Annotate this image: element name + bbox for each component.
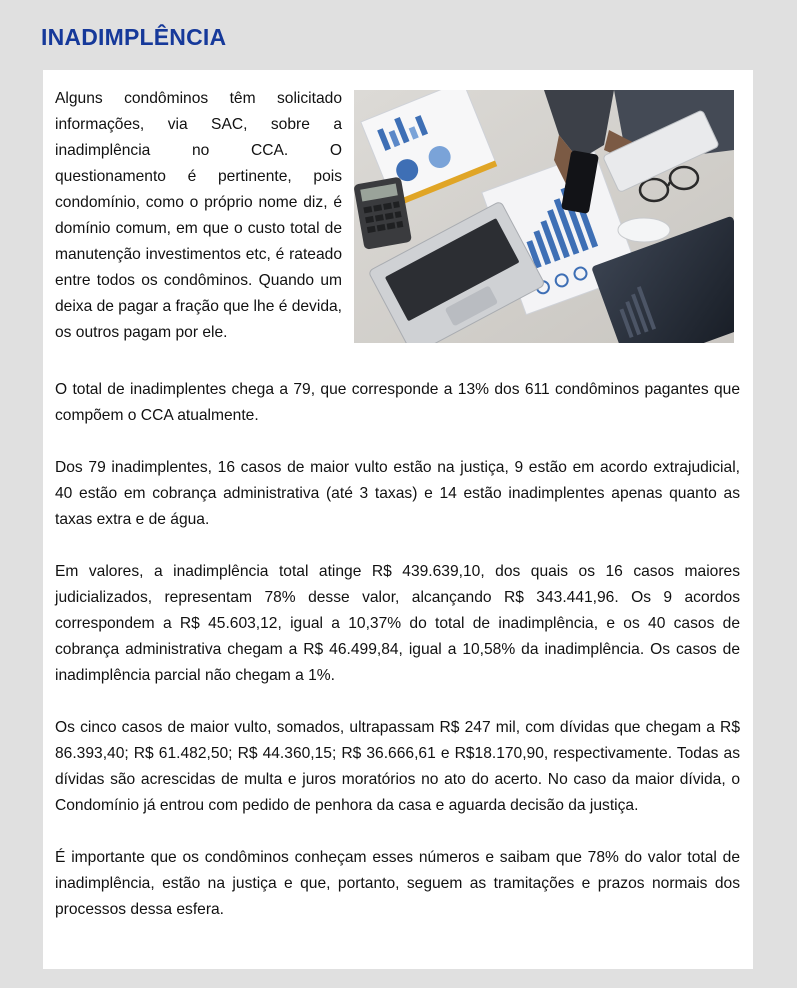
article-intro bbox=[55, 86, 740, 351]
paragraph-1: Alguns condôminos têm solicitado informações, via SAC, sobre a inadimplência no CCA. O questionamento é pertinente, pois condomínio, como o próprio nome diz, é domínio comum, em que o custo total de manutenção investimentos etc, é rateado entre todos os condôminos. Quando um deixa de pagar a fração que lhe é devida, os outros pagam por ele. bbox=[55, 90, 342, 341]
page-title: INADIMPLÊNCIA bbox=[41, 24, 227, 50]
paragraph-6: É importante que os condôminos conheçam esses números e saibam que 78% do valor total de inadimplência, estão na justiça e que, portanto, seguem as tramitações e prazos normais dos processos dessa esfera. bbox=[55, 849, 740, 918]
paragraph-4: Em valores, a inadimplência total atinge R$ 439.639,10, dos quais os 16 casos maiores judicializados, representam 78% desse valor, alcançando R$ 343.441,96. Os 9 acordos correspondem a R$ 45.603,12, igual a 10,37% do total de inadimplência, e os 40 casos de cobrança administrativa chegam a R$ 46.499,84, igual a 10,58% da inadimplência. Os casos de inadimplência parcial não chegam a 1%. bbox=[55, 563, 740, 684]
paragraph-2: O total de inadimplentes chega a 79, que corresponde a 13% dos 611 condôminos pagantes que compõem o CCA atualmente. bbox=[55, 381, 740, 424]
paragraph-5: Os cinco casos de maior vulto, somados, ultrapassam R$ 247 mil, com dívidas que chegam a R$ 86.393,40; R$ 61.482,50; R$ 44.360,15; R$ 36.666,61 e R$18.170,90, respectivamente. Todas as dívidas são acrescidas de multa e juros moratórios no ato do acerto. No caso da maior dívida, o Condomínio já entrou com pedido de penhora da casa e aguarda decisão da justiça. bbox=[55, 719, 740, 814]
article-photo bbox=[354, 90, 734, 343]
article-card bbox=[43, 70, 753, 969]
paragraph-3: Dos 79 inadimplentes, 16 casos de maior vulto estão na justiça, 9 estão em acordo extrajudicial, 40 estão em cobrança administrativa (até 3 taxas) e 14 estão inadimplentes apenas quanto as taxas extra e de água. bbox=[55, 459, 740, 528]
